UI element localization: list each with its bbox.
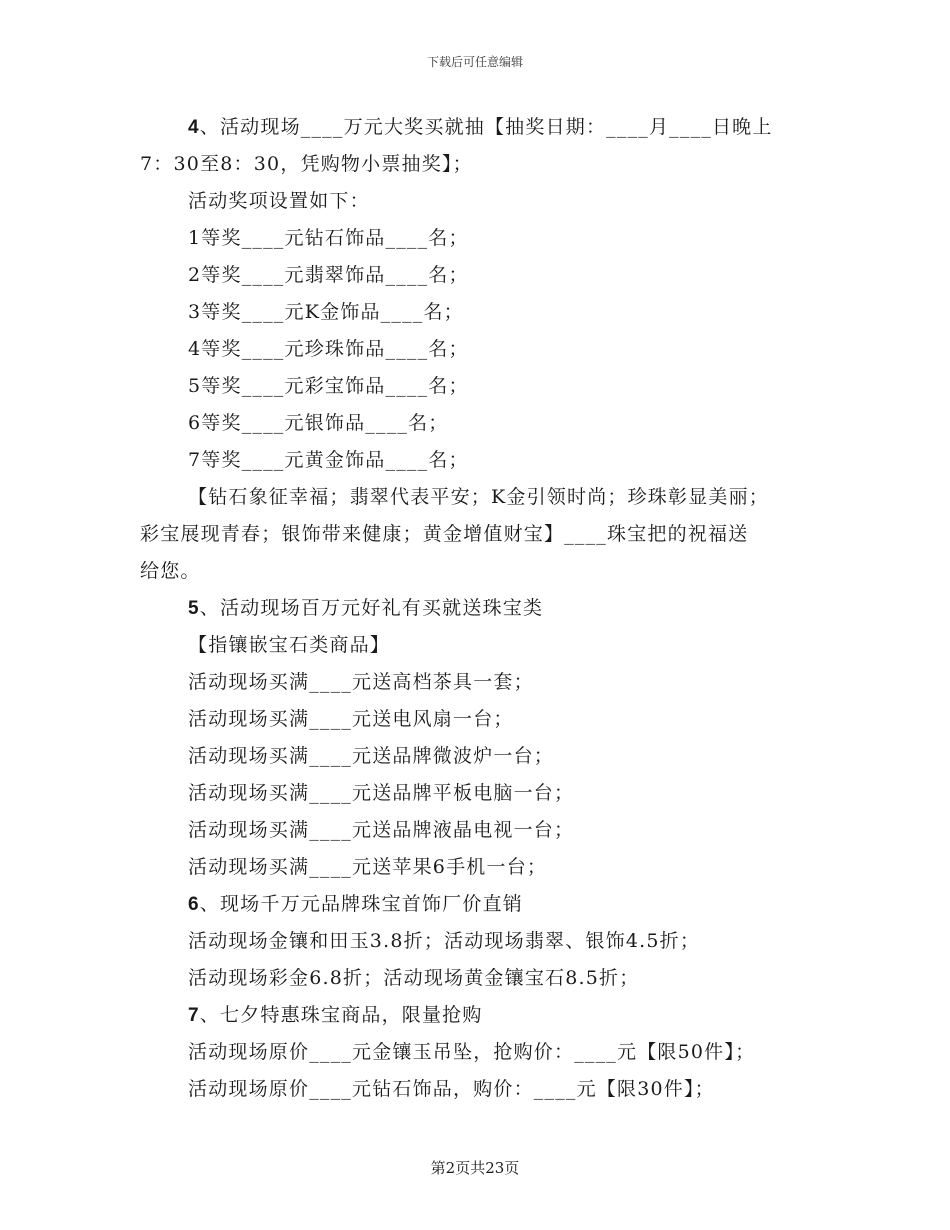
section-4-heading: [188, 115, 773, 140]
prize-item: 4等奖____元珍珠饰品____名；: [188, 338, 469, 360]
discount-item: 活动现场金镶和田玉3.8折；活动现场翡翠、银饰4.5折；: [188, 930, 701, 952]
section-5-subtitle: 【指镶嵌宝石类商品】: [188, 634, 391, 656]
section-4-heading-continued: 7：30至8：30，凭购物小票抽奖】；: [140, 153, 473, 175]
prize-item: 1等奖____元钻石饰品____名；: [188, 227, 469, 249]
section-5-heading: [188, 596, 543, 621]
prize-item: 2等奖____元翡翠饰品____名；: [188, 264, 469, 286]
section-4-heading-text: 、活动现场____万元大奖买就抽【抽奖日期：____月____日晚上: [199, 116, 773, 138]
prize-item: 3等奖____元K金饰品____名；: [188, 301, 464, 323]
gift-item: 活动现场买满____元送电风扇一台；: [188, 708, 514, 730]
prize-setup-intro: 活动奖项设置如下：: [188, 190, 370, 212]
section-5-heading-text: 、活动现场百万元好礼有买就送珠宝类: [199, 597, 544, 619]
section-7-heading: [188, 1003, 483, 1028]
prize-item: 6等奖____元银饰品____名；: [188, 412, 449, 434]
flash-sale-item: 活动现场原价____元钻石饰品，购价：____元【限30件】；: [188, 1078, 715, 1100]
slogan-line: 给您。: [140, 560, 201, 582]
section-7-heading-text: 、七夕特惠珠宝商品，限量抢购: [199, 1004, 483, 1026]
gift-item: 活动现场买满____元送品牌平板电脑一台；: [188, 782, 575, 804]
page-header-note: 下载后可任意编辑: [426, 55, 523, 69]
slogan-line: 【钻石象征幸福；翡翠代表平安；K金引领时尚；珍珠彰显美丽；: [188, 486, 769, 508]
section-6-heading-text: 、现场千万元品牌珠宝首饰厂价直销: [199, 893, 523, 915]
page-number-footer: 第2页共23页: [430, 1159, 520, 1177]
prize-item: 5等奖____元彩宝饰品____名；: [188, 375, 469, 397]
gift-item: 活动现场买满____元送品牌液晶电视一台；: [188, 819, 575, 841]
section-6-number: 6: [188, 894, 200, 915]
discount-item: 活动现场彩金6.8折；活动现场黄金镶宝石8.5折；: [188, 967, 640, 989]
gift-item: 活动现场买满____元送苹果6手机一台；: [188, 856, 548, 878]
slogan-line: 彩宝展现青春；银饰带来健康；黄金增值财宝】____珠宝把的祝福送: [140, 523, 749, 545]
section-5-number: 5: [188, 598, 200, 619]
prize-item: 7等奖____元黄金饰品____名；: [188, 449, 469, 471]
gift-item: 活动现场买满____元送高档茶具一套；: [188, 671, 534, 693]
section-7-number: 7: [188, 1005, 200, 1026]
section-6-heading: [188, 892, 523, 917]
section-4-number: 4: [188, 117, 200, 138]
gift-item: 活动现场买满____元送品牌微波炉一台；: [188, 745, 555, 767]
flash-sale-item: 活动现场原价____元金镶玉吊坠，抢购价：____元【限50件】；: [188, 1041, 756, 1063]
